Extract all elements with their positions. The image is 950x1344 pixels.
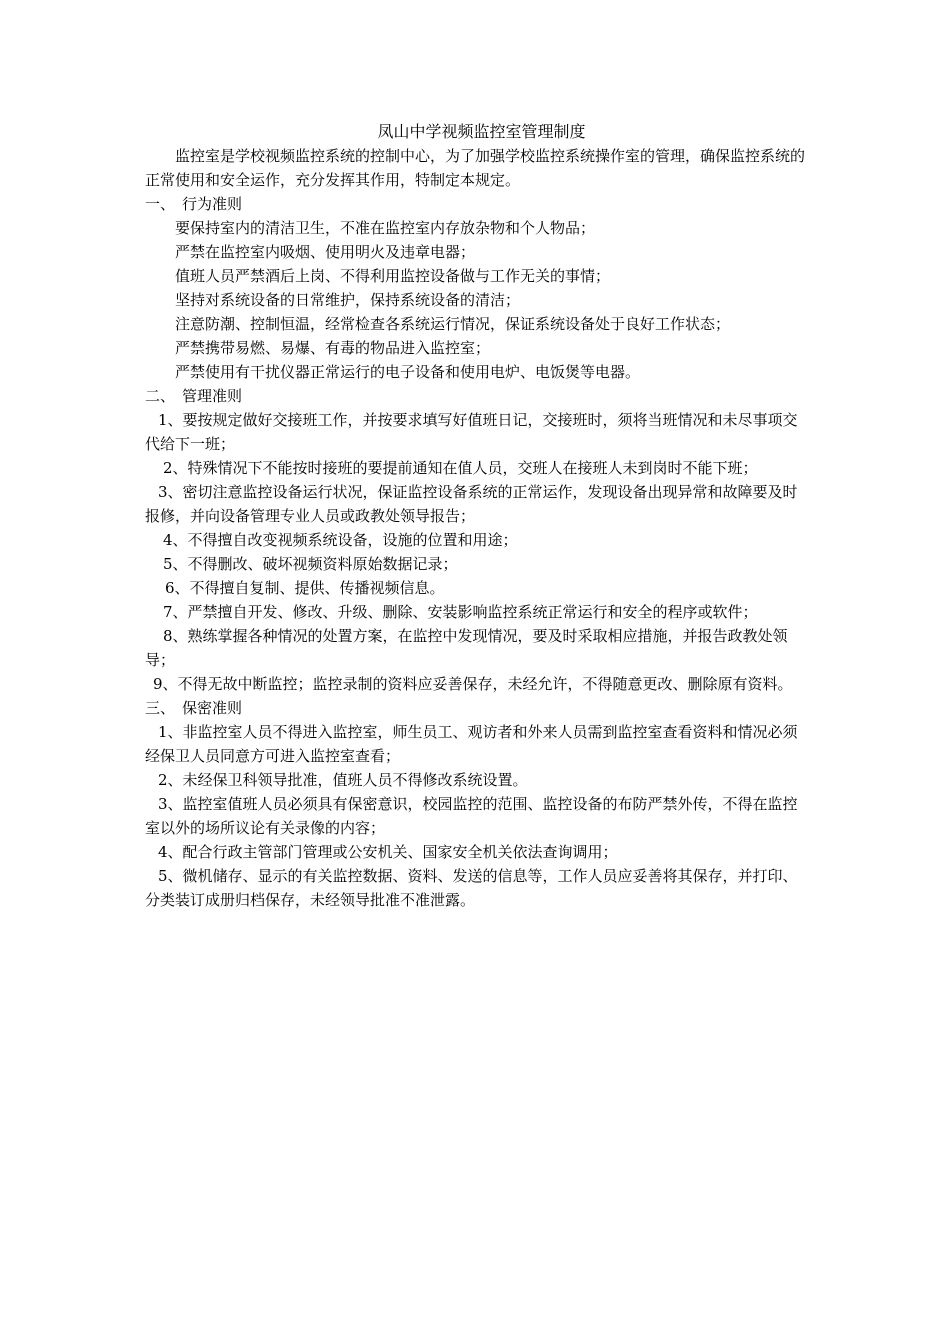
section-number: 一、 (145, 195, 176, 213)
list-item: 5、微机储存、显示的有关监控数据、资料、发送的信息等，工作人员应妥善将其保存，并打印、分类装订成册归档保存，未经领导批准不准泄露。 (145, 867, 798, 909)
section-heading-confidentiality (145, 696, 808, 720)
list-item: 严禁在监控室内吸烟、使用明火及违章电器； (175, 243, 476, 261)
section-heading-management (145, 384, 808, 408)
list-item: 4、不得擅自改变视频系统设备，设施的位置和用途； (163, 531, 518, 549)
section-title: 行为准则 (182, 195, 243, 213)
list-item: 坚持对系统设备的日常维护，保持系统设备的清洁； (175, 291, 521, 309)
list-item: 3、密切注意监控设备运行状况，保证监控设备系统的正常运作，发现设备出现异常和故障要及时报修，并向设备管理专业人员或政教处领导报告； (145, 483, 798, 525)
list-item: 严禁携带易燃、易爆、有毒的物品进入监控室； (175, 339, 491, 357)
section-title: 保密准则 (182, 699, 243, 717)
list-item: 8、熟练掌握各种情况的处置方案，在监控中发现情况，要及时采取相应措施，并报告政教处领导； (145, 627, 788, 669)
intro-paragraph: 监控室是学校视频监控系统的控制中心，为了加强学校监控系统操作室的管理，确保监控系统的正常使用和安全运作，充分发挥其作用，特制定本规定。 (145, 147, 806, 189)
list-item: 值班人员严禁酒后上岗、不得利用监控设备做与工作无关的事情； (175, 267, 611, 285)
list-item: 6、不得擅自复制、提供、传播视频信息。 (165, 579, 445, 597)
section-number: 二、 (145, 387, 176, 405)
list-item: 1、要按规定做好交接班工作，并按要求填写好值班日记，交接班时，须将当班情况和未尽事项交代给下一班； (145, 411, 798, 453)
list-item: 3、监控室值班人员必须具有保密意识，校园监控的范围、监控设备的布防严禁外传，不得在监控室以外的场所议论有关录像的内容； (145, 795, 798, 837)
list-item: 严禁使用有干扰仪器正常运行的电子设备和使用电炉、电饭煲等电器。 (175, 363, 641, 381)
list-item: 4、配合行政主管部门管理或公安机关、国家安全机关依法查询调用； (158, 843, 618, 861)
section-heading-conduct (145, 192, 808, 216)
document-page (145, 120, 808, 912)
document-title: 凤山中学视频监控室管理制度 (377, 122, 586, 141)
list-item: 2、未经保卫科领导批准，值班人员不得修改系统设置。 (158, 771, 528, 789)
list-item: 要保持室内的清洁卫生，不准在监控室内存放杂物和个人物品； (175, 219, 596, 237)
section-number: 三、 (145, 699, 176, 717)
list-item: 1、非监控室人员不得进入监控室，师生员工、观访者和外来人员需到监控室查看资料和情况必须经保卫人员同意方可进入监控室查看； (145, 723, 798, 765)
list-item: 2、特殊情况下不能按时接班的要提前通知在值人员，交班人在接班人未到岗时不能下班； (163, 459, 758, 477)
section-title: 管理准则 (182, 387, 243, 405)
list-item: 5、不得删改、破坏视频资料原始数据记录； (163, 555, 458, 573)
list-item: 注意防潮、控制恒温，经常检查各系统运行情况，保证系统设备处于良好工作状态； (175, 315, 731, 333)
list-item: 9、不得无故中断监控；监控录制的资料应妥善保存，未经允许，不得随意更改、删除原有资料。 (153, 675, 793, 693)
list-item: 7、严禁擅自开发、修改、升级、删除、安装影响监控系统正常运行和安全的程序或软件； (163, 603, 758, 621)
